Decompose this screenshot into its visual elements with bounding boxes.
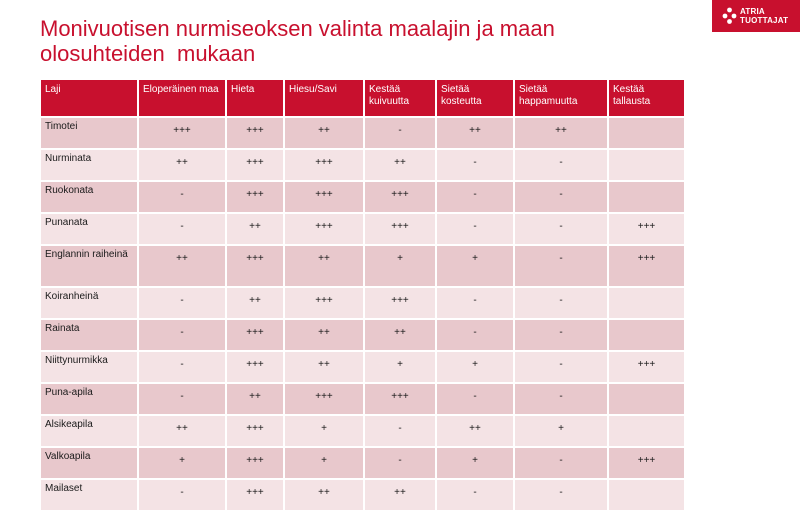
table-row xyxy=(41,415,685,447)
rating-cell: ++ xyxy=(138,415,226,447)
rating-cell: - xyxy=(514,287,608,319)
rating-cell: ++ xyxy=(138,245,226,287)
table-row xyxy=(41,351,685,383)
rating-cell: +++ xyxy=(608,447,685,479)
rating-cell: +++ xyxy=(226,181,284,213)
table-row xyxy=(41,319,685,351)
rating-cell: ++ xyxy=(226,287,284,319)
column-header: Kestää kuivuutta xyxy=(364,80,436,117)
rating-cell: - xyxy=(364,447,436,479)
species-name-cell: Niittynurmikka xyxy=(41,351,138,383)
rating-cell: - xyxy=(514,447,608,479)
rating-cell: - xyxy=(138,213,226,245)
rating-cell: - xyxy=(436,181,514,213)
rating-cell: - xyxy=(138,319,226,351)
rating-cell: +++ xyxy=(226,351,284,383)
table-row xyxy=(41,245,685,287)
rating-cell: + xyxy=(436,447,514,479)
species-name-cell: Nurminata xyxy=(41,149,138,181)
rating-cell: - xyxy=(514,319,608,351)
rating-cell: + xyxy=(284,447,364,479)
rating-cell: ++ xyxy=(284,319,364,351)
species-name-cell: Valkoapila xyxy=(41,447,138,479)
rating-cell: +++ xyxy=(226,415,284,447)
rating-cell: - xyxy=(514,181,608,213)
rating-cell: + xyxy=(364,351,436,383)
column-header: Hieta xyxy=(226,80,284,117)
table-row xyxy=(41,479,685,511)
rating-cell: + xyxy=(364,245,436,287)
rating-cell: +++ xyxy=(608,245,685,287)
rating-cell: - xyxy=(138,479,226,511)
rating-cell xyxy=(608,319,685,351)
rating-cell: - xyxy=(436,287,514,319)
table-row xyxy=(41,447,685,479)
rating-cell: - xyxy=(514,149,608,181)
rating-cell: ++ xyxy=(226,213,284,245)
column-header: Sietää happamuutta xyxy=(514,80,608,117)
rating-cell: ++ xyxy=(284,117,364,149)
table-row xyxy=(41,149,685,181)
rating-cell: ++ xyxy=(364,479,436,511)
species-name-cell: Alsikeapila xyxy=(41,415,138,447)
rating-cell: +++ xyxy=(608,213,685,245)
rating-cell: - xyxy=(436,383,514,415)
species-name-cell: Englannin raiheinä xyxy=(41,245,138,287)
rating-cell: +++ xyxy=(226,447,284,479)
table-row xyxy=(41,117,685,149)
rating-cell: +++ xyxy=(284,287,364,319)
slide-title-line-1: Monivuotisen nurmiseoksen valinta maalajin ja maan xyxy=(40,16,555,41)
rating-cell: +++ xyxy=(284,149,364,181)
rating-cell: ++ xyxy=(226,383,284,415)
rating-cell: - xyxy=(364,117,436,149)
rating-cell: + xyxy=(436,351,514,383)
rating-cell xyxy=(608,181,685,213)
column-header: Eloperäinen maa xyxy=(138,80,226,117)
rating-cell: +++ xyxy=(226,479,284,511)
rating-cell: ++ xyxy=(284,479,364,511)
rating-cell: - xyxy=(138,287,226,319)
rating-cell: + xyxy=(284,415,364,447)
rating-cell: - xyxy=(138,351,226,383)
table-row xyxy=(41,287,685,319)
species-suitability-table xyxy=(41,80,686,512)
rating-cell: - xyxy=(364,415,436,447)
table-row xyxy=(41,383,685,415)
table-row xyxy=(41,181,685,213)
rating-cell: +++ xyxy=(226,245,284,287)
logo-line-2: TUOTTAJAT xyxy=(740,16,789,25)
species-name-cell: Puna-apila xyxy=(41,383,138,415)
rating-cell: + xyxy=(514,415,608,447)
column-header: Hiesu/Savi xyxy=(284,80,364,117)
rating-cell: - xyxy=(436,149,514,181)
rating-cell: ++ xyxy=(436,415,514,447)
column-header: Laji xyxy=(41,80,138,117)
slide-title-line-2: olosuhteiden mukaan xyxy=(40,41,256,66)
rating-cell: +++ xyxy=(364,181,436,213)
atria-star-icon xyxy=(722,7,737,24)
rating-cell: + xyxy=(436,245,514,287)
rating-cell: ++ xyxy=(138,149,226,181)
rating-cell: - xyxy=(138,181,226,213)
column-header: Kestää tallausta xyxy=(608,80,685,117)
rating-cell: +++ xyxy=(284,383,364,415)
column-header: Sietää kosteutta xyxy=(436,80,514,117)
rating-cell: ++ xyxy=(364,149,436,181)
rating-cell: +++ xyxy=(226,117,284,149)
rating-cell: - xyxy=(514,351,608,383)
rating-cell: - xyxy=(436,319,514,351)
species-name-cell: Punanata xyxy=(41,213,138,245)
rating-cell: - xyxy=(138,383,226,415)
rating-cell: ++ xyxy=(284,351,364,383)
rating-cell xyxy=(608,117,685,149)
rating-cell: +++ xyxy=(138,117,226,149)
rating-cell xyxy=(608,149,685,181)
rating-cell: +++ xyxy=(364,213,436,245)
rating-cell: +++ xyxy=(284,213,364,245)
rating-cell: +++ xyxy=(608,351,685,383)
rating-cell: ++ xyxy=(284,245,364,287)
logo-line-1: ATRIA xyxy=(740,7,765,16)
rating-cell: ++ xyxy=(514,117,608,149)
rating-cell: - xyxy=(514,479,608,511)
rating-cell: +++ xyxy=(364,287,436,319)
rating-cell xyxy=(608,383,685,415)
rating-cell xyxy=(608,287,685,319)
rating-cell: - xyxy=(436,479,514,511)
species-name-cell: Ruokonata xyxy=(41,181,138,213)
table-header-row xyxy=(41,80,685,117)
rating-cell: +++ xyxy=(284,181,364,213)
rating-cell: +++ xyxy=(226,149,284,181)
species-name-cell: Koiranheinä xyxy=(41,287,138,319)
slide-title xyxy=(40,16,600,66)
rating-cell xyxy=(608,479,685,511)
species-name-cell: Mailaset xyxy=(41,479,138,511)
rating-cell: +++ xyxy=(364,383,436,415)
rating-cell: - xyxy=(514,245,608,287)
rating-cell: + xyxy=(138,447,226,479)
rating-cell: +++ xyxy=(226,319,284,351)
table-row xyxy=(41,213,685,245)
atria-tuottajat-logo xyxy=(712,0,800,32)
logo-wordmark xyxy=(740,7,788,25)
rating-cell xyxy=(608,415,685,447)
rating-cell: - xyxy=(436,213,514,245)
rating-cell: ++ xyxy=(364,319,436,351)
rating-cell: ++ xyxy=(436,117,514,149)
species-name-cell: Timotei xyxy=(41,117,138,149)
species-name-cell: Rainata xyxy=(41,319,138,351)
rating-cell: - xyxy=(514,213,608,245)
table-body xyxy=(41,117,685,511)
rating-cell: - xyxy=(514,383,608,415)
